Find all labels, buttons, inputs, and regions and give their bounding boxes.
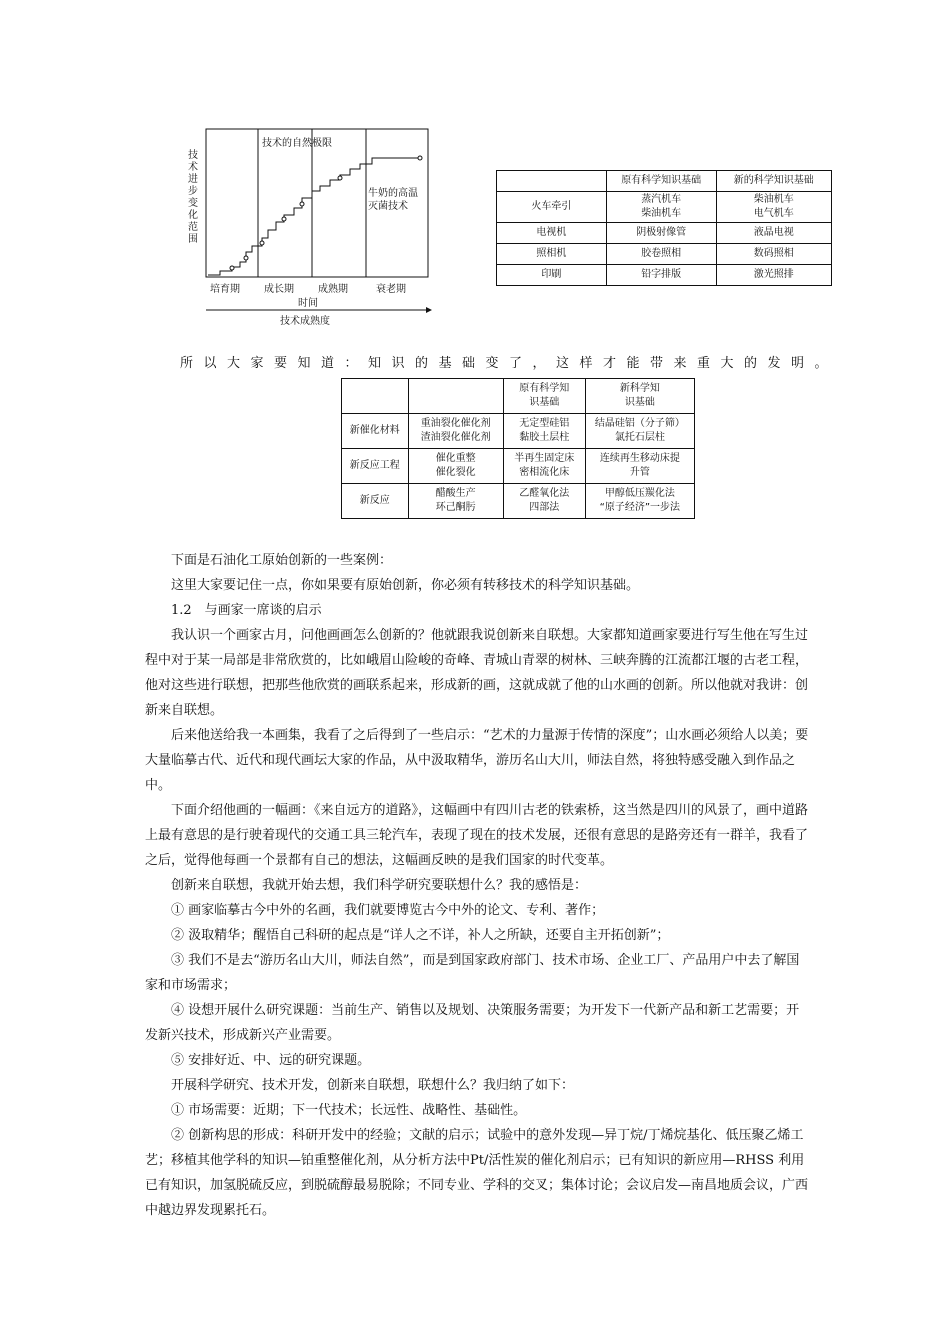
list-item: ④ 设想开展什么研究课题：当前生产、销售以及规划、决策服务需要；为开发下一代新产品和新工艺需要；开发新兴技术，形成新兴产业需要。: [145, 1003, 800, 1043]
annotation-milk-line2: 灭菌技术: [368, 201, 408, 212]
table-row: [342, 449, 695, 484]
svg-text:技术进步变化范围: 技术进步变化范围: [188, 150, 198, 245]
phase-label: 衰老期: [376, 284, 406, 295]
table-row: [497, 223, 832, 244]
arrow-head: [426, 307, 432, 313]
table-header-cell: 原有科学知 识基础: [503, 379, 585, 414]
data-markers: [230, 156, 422, 270]
table-cell: 结晶硅铝（分子筛） 氯托石层柱: [585, 414, 694, 449]
table-cell: 阴极射像管: [606, 223, 716, 244]
chart-caption: 技术成熟度: [280, 316, 330, 327]
table-cell: 新反应工程: [342, 449, 409, 484]
table-header-cell: [497, 171, 607, 192]
table-cell: 印刷: [497, 265, 607, 286]
list-item: ⑤ 安排好近、中、远的研究课题。: [171, 1053, 371, 1068]
table-cell: 甲醇低压羰化法 “原子经济”一步法: [585, 484, 694, 519]
knowledge-base-table-2: [341, 378, 695, 519]
table-header-cell: 原有科学知识基础: [606, 171, 716, 192]
table-cell: 电视机: [497, 223, 607, 244]
paragraph: 后来他送给我一本画集，我看了之后得到了一些启示：“艺术的力量源于传情的深度”；山水画必须给人以美；要大量临摹古代、近代和现代画坛大家的作品，从中汲取精华，游历名山大川，师法自然，将独特感受融入到作品之中。: [145, 728, 809, 793]
table-cell: 数码照相: [716, 244, 831, 265]
phase-label: 成熟期: [318, 284, 348, 295]
table-row: [342, 484, 695, 519]
table-cell: 新反应: [342, 484, 409, 519]
table-cell: 胶卷照相: [606, 244, 716, 265]
list-item: ② 创新构思的形成：科研开发中的经验；文献的启示；试验中的意外发现—异丁烷/丁烯烷基化、低压聚乙烯工艺；移植其他学科的知识—铂重整催化剂，从分析方法中Pt/活性炭的催化剂启示；已有知识的新应用—RHSS 利用已有知识，加氢脱硫反应，到脱硫醇最易脱除；不同专业、学科的交叉；集体讨论；会议启发—南昌地质会议，广西中越边界发现累托石。: [145, 1128, 809, 1218]
paragraph: 下面是石油化工原始创新的一些案例：: [171, 553, 393, 568]
table-header-cell: [342, 379, 409, 414]
paragraph: 开展科学研究、技术开发，创新来自联想，联想什么？我归纳了如下：: [171, 1078, 575, 1093]
section-heading: 1.2 与画家一席谈的启示: [171, 603, 322, 618]
phase-label: 培育期: [210, 284, 240, 295]
technology-maturity-chart: [180, 120, 440, 335]
table-cell: 半再生固定床 密相流化床: [503, 449, 585, 484]
table-row: [342, 414, 695, 449]
y-axis-label: [188, 148, 198, 245]
annotation-natural-limit: 技术的自然极限: [262, 138, 332, 149]
list-item: ① 市场需要：近期；下一代技术；长远性、战略性、基础性。: [171, 1103, 527, 1118]
table-cell: 液晶电视: [716, 223, 831, 244]
table-cell: 乙醛氧化法 四部法: [503, 484, 585, 519]
step-curve: [208, 158, 420, 275]
table-header-cell: 新科学知 识基础: [585, 379, 694, 414]
list-item: ① 画家临摹古今中外的名画，我们就要博览古今中外的论文、专利、著作；: [171, 903, 605, 918]
body-text: [145, 548, 810, 1223]
x-axis-label: 时间: [298, 298, 318, 309]
list-item: ② 汲取精华；醒悟自己科研的起点是“详人之不详，补人之所缺，还要自主开拓创新”；: [171, 928, 670, 943]
table-cell: 柴油机车 电气机车: [716, 192, 831, 223]
table-cell: 无定型硅铝 黏胶土层柱: [503, 414, 585, 449]
table-cell: 蒸汽机车 柴油机车: [606, 192, 716, 223]
table-row: [497, 265, 832, 286]
table-cell: 铅字排版: [606, 265, 716, 286]
annotation-milk-line1: 牛奶的高温: [368, 188, 418, 199]
paragraph: 创新来自联想，我就开始去想，我们科学研究要联想什么？我的感悟是：: [171, 878, 588, 893]
table-row: [497, 244, 832, 265]
paragraph: 下面介绍他画的一幅画：《来自远方的道路》，这幅画中有四川古老的铁索桥，这当然是四川的风景了，画中道路上最有意思的是行驶着现代的交通工具三轮汽车，表现了现在的技术发展，还很有意思的是路旁还有一群羊，我看了之后，觉得他每画一个景都有自己的想法，这幅画反映的是我们国家的时代变革。: [145, 803, 809, 868]
table-cell: 照相机: [497, 244, 607, 265]
paragraph: 我认识一个画家古月，问他画画怎么创新的？他就跟我说创新来自联想。大家都知道画家要进行写生他在写生过程中对于某一局部是非常欣赏的，比如峨眉山险峻的奇峰、青城山青翠的树林、三峡奔腾的江流都江堰的古老工程，他对这些进行联想，把那些他欣赏的画联系起来，形成新的画，这就成就了他的山水画的创新。所以他就对我讲：创新来自联想。: [145, 628, 809, 718]
table-cell: 催化重整 催化裂化: [408, 449, 503, 484]
knowledge-base-table-1: [496, 170, 832, 286]
table-cell: 新催化材料: [342, 414, 409, 449]
phase-label: 成长期: [264, 284, 294, 295]
table-cell: 连续再生移动床提 升管: [585, 449, 694, 484]
table-cell: 重油裂化催化剂 渣油裂化催化剂: [408, 414, 503, 449]
table-header-cell: [408, 379, 503, 414]
table-cell: 火车牵引: [497, 192, 607, 223]
table-cell: 醋酸生产 环己酮肟: [408, 484, 503, 519]
paragraph: 这里大家要记住一点，你如果要有原始创新，你必须有转移技术的科学知识基础。: [171, 578, 640, 593]
table-header-cell: 新的科学知识基础: [716, 171, 831, 192]
list-item: ③ 我们不是去“游历名山大川，师法自然”，而是到国家政府部门、技术市场、企业工厂、产品用户中去了解国家和市场需求；: [145, 953, 800, 993]
spaced-statement: 所以大家要知道：知识的基础变了，这样才能带来重大的发明。: [180, 356, 839, 371]
table-row: [497, 192, 832, 223]
table-cell: 激光照排: [716, 265, 831, 286]
